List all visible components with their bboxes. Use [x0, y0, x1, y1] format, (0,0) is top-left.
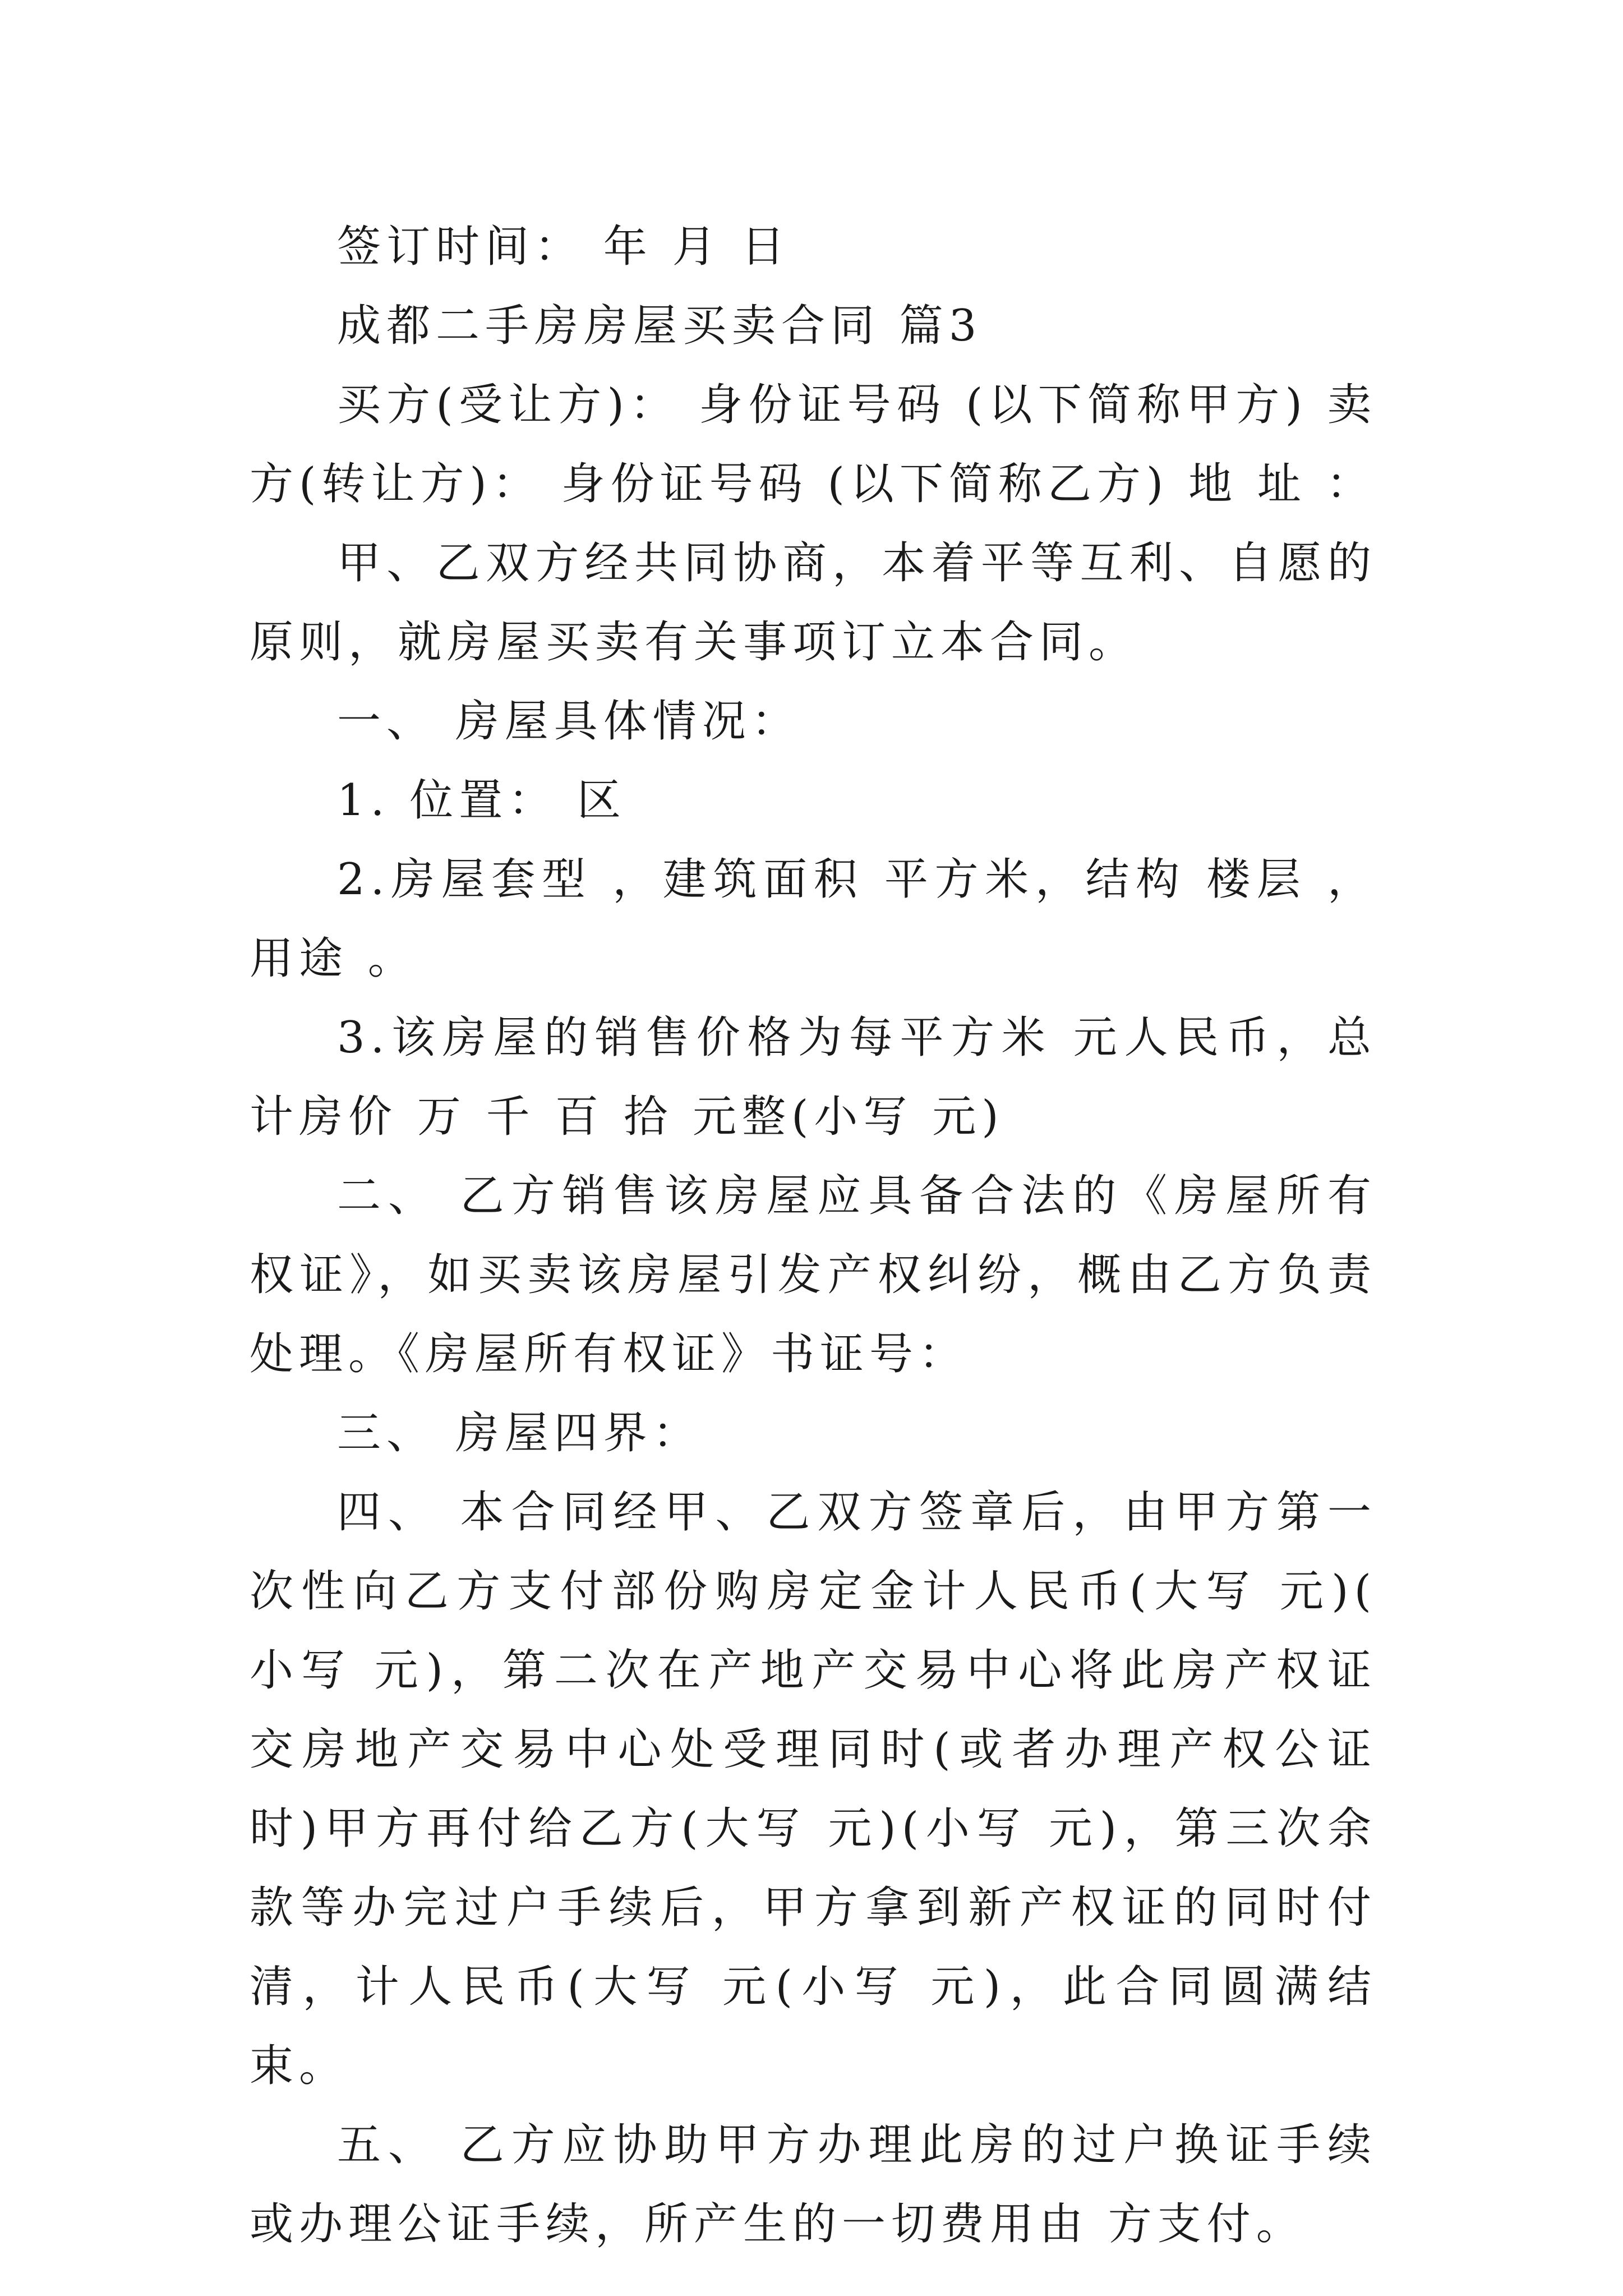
- signing-date-line: 签订时间： 年 月 日: [337, 222, 791, 272]
- section-1-item-3: 3.该房屋的销售价格为每平方米 元人民币，总计房价 万 千 百 拾 元整(小写 元): [250, 1013, 1377, 1142]
- contract-title: 成都二手房房屋买卖合同 篇3: [337, 301, 983, 351]
- document-page: [250, 208, 1377, 2264]
- preamble-paragraph: 甲、乙双方经共同协商，本着平等互利、自愿的原则，就房屋买卖有关事项订立本合同。: [250, 538, 1377, 668]
- section-1-item-2: 2.房屋套型 ，建筑面积 平方米，结构 楼层 ，用途 。: [250, 854, 1377, 984]
- section-2-paragraph: 二、 乙方销售该房屋应具备合法的《房屋所有权证》，如买卖该房屋引发产权纠纷，概由乙方负责处理。《房屋所有权证》书证号：: [250, 1171, 1377, 1379]
- section-3-heading: 三、 房屋四界：: [337, 1408, 702, 1458]
- section-1-heading: 一、 房屋具体情况：: [337, 696, 801, 747]
- section-4-paragraph: 四、 本合同经甲、乙双方签章后，由甲方第一次性向乙方支付部份购房定金计人民币(大写 元)( 小写 元)，第二次在产地产交易中心将此房产权证交房地产交易中心处受理同时(或者办理产权公证时)甲方再付给乙方(大写 元)(小写 元)，第三次余款等办完过户手续后，甲方拿到新产权证的同时付清，计人民币(大写 元(小写 元)，此合同圆满结束。: [250, 1487, 1377, 2091]
- parties-paragraph: 买方(受让方)： 身份证号码 (以下简称甲方) 卖方(转让方)： 身份证号码 (以下简称乙方) 地 址 ：: [250, 380, 1377, 509]
- section-1-item-1: 1. 位置： 区: [337, 775, 627, 826]
- section-5-paragraph: 五、 乙方应协助甲方办理此房的过户换证手续或办理公证手续，所产生的一切费用由 方支付。: [250, 2120, 1377, 2249]
